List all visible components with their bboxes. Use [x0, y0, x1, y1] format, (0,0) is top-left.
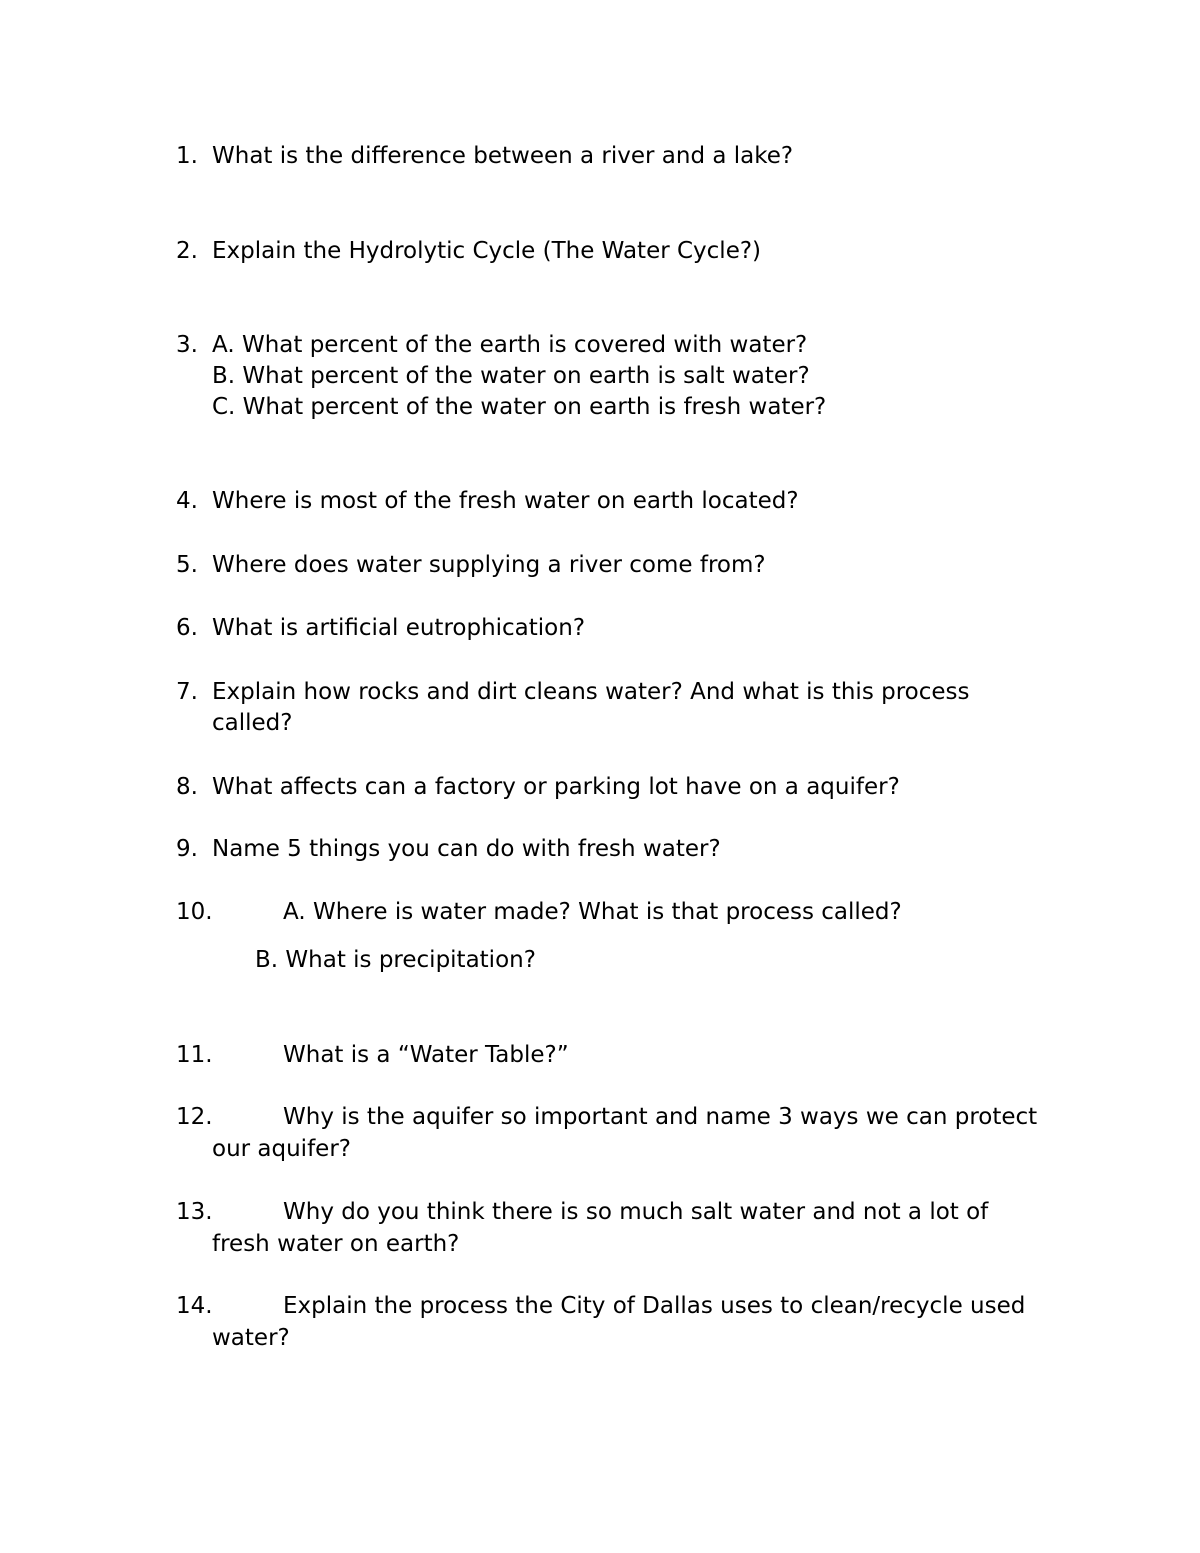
question-text: What is the difference between a river and a lake? — [212, 143, 794, 169]
question-number: 5. — [176, 552, 198, 578]
question-10-sub-b — [255, 944, 536, 976]
question-text: Where does water supplying a river come from? — [212, 552, 766, 578]
question-number: 11. — [176, 1042, 213, 1068]
question-text: A. Where is water made? What is that process called? — [283, 899, 902, 925]
question-subtext: B. What is precipitation? — [255, 947, 536, 973]
question-7-continued — [212, 707, 292, 739]
question-text: What affects can a factory or parking lot have on a aquifer? — [212, 774, 900, 800]
question-number: 7. — [176, 679, 198, 705]
question-continuation: called? — [212, 710, 293, 736]
question-text: Why do you think there is so much salt water and not a lot of — [283, 1199, 989, 1225]
question-subtext: B. What percent of the water on earth is salt water? — [212, 363, 810, 389]
question-13-continued — [212, 1228, 459, 1260]
question-text: Explain the Hydrolytic Cycle (The Water Cycle?) — [212, 238, 762, 264]
question-number: 12. — [176, 1104, 213, 1130]
question-text: Where is most of the fresh water on earth located? — [212, 488, 799, 514]
question-number: 4. — [176, 488, 198, 514]
question-text: Explain the process the City of Dallas uses to clean/recycle used — [283, 1293, 1026, 1319]
question-text: Name 5 things you can do with fresh water? — [212, 836, 721, 862]
question-continuation: our aquifer? — [212, 1136, 351, 1162]
question-text: Why is the aquifer so important and name 3 ways we can protect — [283, 1104, 1038, 1130]
question-text: What is artificial eutrophication? — [212, 615, 586, 641]
question-number: 2. — [176, 238, 198, 264]
question-3-sub-c — [212, 391, 826, 423]
question-text: What is a “Water Table?” — [283, 1042, 569, 1068]
question-number: 1. — [176, 143, 198, 169]
question-3-sub-b — [212, 360, 810, 392]
question-number: 13. — [176, 1199, 213, 1225]
question-subtext: C. What percent of the water on earth is fresh water? — [212, 394, 827, 420]
question-number: 3. — [176, 332, 198, 358]
question-number: 14. — [176, 1293, 213, 1319]
question-text: A. What percent of the earth is covered with water? — [212, 332, 808, 358]
question-number: 10. — [176, 899, 213, 925]
question-continuation: fresh water on earth? — [212, 1231, 460, 1257]
question-12-continued — [212, 1133, 351, 1165]
question-number: 9. — [176, 836, 198, 862]
question-number: 6. — [176, 615, 198, 641]
question-continuation: water? — [212, 1325, 290, 1351]
question-14-continued — [212, 1322, 290, 1354]
question-text: Explain how rocks and dirt cleans water? And what is this process — [212, 679, 970, 705]
question-number: 8. — [176, 774, 198, 800]
